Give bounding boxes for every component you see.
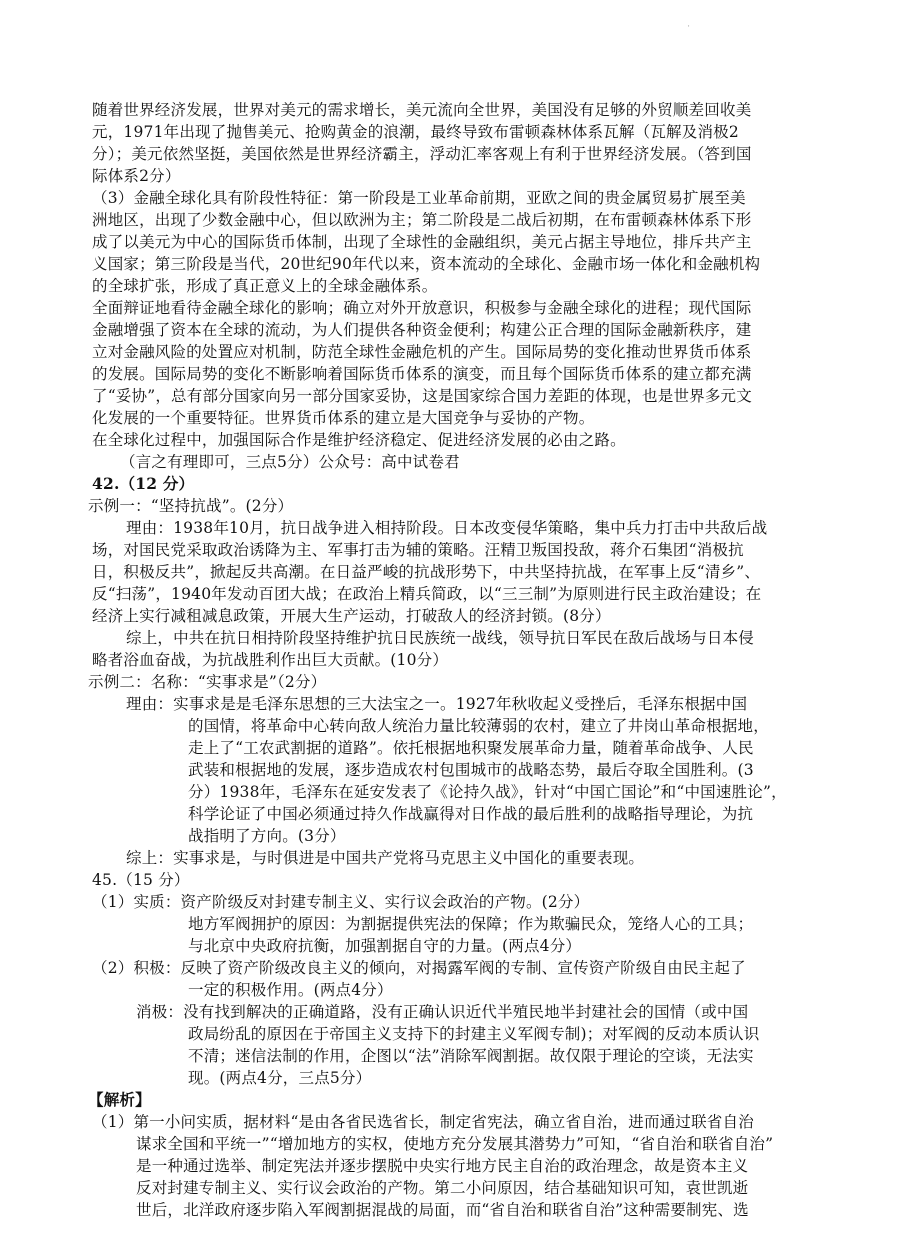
text-line: 洲地区，出现了少数金融中心，但以欧洲为主；第二阶段是二战后初期，在布雷顿森林体系下形 <box>92 211 752 229</box>
text-line: 化发展的一个重要特征。世界货币体系的建立是大国竞争与妥协的产物。 <box>92 409 595 427</box>
text-line: 的发展。国际局势的变化不断影响着国际货币体系的演变，而且每个国际货币体系的建立都充满 <box>92 365 752 383</box>
text-line: 谋求全国和平统一”“增加地方的实权，使地方充分发展其潜势力”可知，“省自治和联省自治” <box>136 1135 774 1153</box>
text-line: 反对封建专制主义、实行议会政治的产物。第二小问原因，结合基础知识可知，袁世凯逝 <box>136 1179 749 1197</box>
text-line: 经济上实行减租减息政策，开展大生产运动，打破敌人的经济封锁。(8分） <box>92 607 611 625</box>
text-line: 综上，中共在抗日相持阶段坚持维护抗日民族统一战线，领导抗日军民在敌后战场与日本侵 <box>126 629 755 647</box>
text-line: 消极：没有找到解决的正确道路，没有正确认识近代半殖民地半封建社会的国情（或中国 <box>136 1003 749 1021</box>
text-line: 走上了“工农武割据的道路”。依托根据地积聚发展革命力量，随着革命战争、人民 <box>188 739 754 757</box>
text-line: 了“妥协”，总有部分国家向另一部分国家妥协，这是国家综合国力差距的体现，也是世界多元文 <box>92 387 752 405</box>
text-line: 立对金融风险的处置应对机制，防范全球性金融危机的产生。国际局势的变化推动世界货币体系 <box>92 343 752 361</box>
text-line: 成了以美元为中心的国际货币体制，出现了全球性的金融组织，美元占据主导地位，排斥共产主 <box>92 233 752 251</box>
text-line: 的国情，将革命中心转向敌人统治力量比较薄弱的农村，建立了井岗山革命根据地， <box>188 717 769 735</box>
text-line: 一定的积极作用。(两点4分） <box>188 981 393 999</box>
text-line: 不清；迷信法制的作用，企图以“法”消除军阀割据。故仅限于理论的空谈，无法实 <box>188 1047 754 1065</box>
text-line: （2）积极：反映了资产阶级改良主义的倾向，对揭露军阀的专制、宣传资产阶级自由民主起了 <box>92 959 746 977</box>
text-line: 略者浴血奋战，为抗战胜利作出巨大贡献。(10分） <box>92 651 449 669</box>
text-line: 世后，北洋政府逐步陷入军阀割据混战的局面，而“省自治和联省自治”这种需要制宪、选 <box>136 1201 749 1219</box>
text-line: 全面辩证地看待金融全球化的影响；确立对外开放意识，积极参与金融全球化的进程；现代国际 <box>92 299 752 317</box>
question-heading-45: 45.（15 分） <box>92 871 190 889</box>
text-line: 的全球扩张，形成了真正意义上的全球金融体系。 <box>92 277 438 295</box>
text-line: 与北京中央政府抗衡，加强割据自守的力量。(两点4分） <box>188 937 582 955</box>
question-heading-42: 42.（12 分） <box>92 474 195 493</box>
text-line: 是一种通过选举、制定宪法并逐步摆脱中央实行地方民主自治的政治理念，故是资本主义 <box>136 1157 749 1175</box>
text-line: 综上：实事求是，与时俱进是中国共产党将马克思主义中国化的重要表现。 <box>126 849 645 867</box>
text-line: 分）1938年，毛泽东在延安发表了《论持久战》，针对“中国亡国论”和“中国速胜论”， <box>188 783 787 801</box>
text-line: 分）；美元依然坚挺，美国依然是世界经济霸主，浮动汇率客观上有利于世界经济发展。（答到国 <box>92 145 752 163</box>
text-line: 金融增强了资本在全球的流动，为人们提供各种资金便利；构建公正合理的国际金融新秩序，建 <box>92 321 752 339</box>
text-line: 示例一：“坚持抗战”。(2分） <box>88 497 294 515</box>
text-line: 在全球化过程中，加强国际合作是维护经济稳定、促进经济发展的必由之路。 <box>92 431 626 449</box>
text-line: 武装和根据地的发展，逐步造成农村包围城市的战略态势，最后夺取全国胜利。(3 <box>188 761 754 779</box>
text-line: （3）金融全球化具有阶段性特征：第一阶段是工业革命前期，亚欧之间的贵金属贸易扩展至美 <box>92 189 746 207</box>
text-line: 战指明了方向。(3分） <box>188 827 346 845</box>
text-line: 际体系2分） <box>92 167 181 185</box>
analysis-heading: 【解析】 <box>88 1090 151 1109</box>
text-line: （1）实质：资产阶级反对封建专制主义、实行议会政治的产物。(2分） <box>92 893 590 911</box>
text-line: 义国家；第三阶段是当代，20世纪90年代以来，资本流动的全球化、金融市场一体化和金融机构 <box>92 255 761 273</box>
text-line: （言之有理即可，三点5分）公众号：高中试卷君 <box>120 453 460 471</box>
corner-mark: · <box>687 22 690 32</box>
text-line: 元，1971年出现了抛售美元、抢购黄金的浪潮，最终导致布雷顿森林体系瓦解（瓦解及消极2 <box>92 123 739 141</box>
text-line: 地方军阀拥护的原因：为割据提供宪法的保障；作为欺骗民众，笼络人心的工具； <box>188 915 754 933</box>
text-line: 理由：实事求是是毛泽东思想的三大法宝之一。1927年秋收起义受挫后，毛泽东根据中国 <box>126 695 748 713</box>
text-line: 示例二：名称：“实事求是”（2分） <box>88 673 327 691</box>
text-line: 理由：1938年10月，抗日战争进入相持阶段。日本改变侵华策略，集中兵力打击中共敌后战 <box>126 519 768 537</box>
text-line: 科学论证了中国必须通过持久作战赢得对日作战的最后胜利的战略指导理论，为抗 <box>188 805 754 823</box>
text-line: 日，积极反共”，掀起反共高潮。在日益严峻的抗战形势下，中共坚持抗战，在军事上反“清乡”、 <box>92 563 761 581</box>
text-line: 反“扫荡”，1940年发动百团大战；在政治上精兵简政，以“三三制”为原则进行民主政治建设；在 <box>92 585 762 603</box>
text-line: 现。(两点4分，三点5分） <box>188 1069 372 1087</box>
text-line: 场，对国民党采取政治诱降为主、军事打击为辅的策略。汪精卫叛国投敌，蒋介石集团“消极抗 <box>92 541 744 559</box>
text-line: 随着世界经济发展，世界对美元的需求增长，美元流向全世界，美国没有足够的外贸顺差回收美 <box>92 101 752 119</box>
text-line: 政局纷乱的原因在于帝国主义支持下的封建主义军阀专制)；对军阀的反动本质认识 <box>188 1025 760 1043</box>
text-line: （1）第一小问实质，据材料“是由各省民选省长，制定省宪法，确立省自治，进而通过联省自治 <box>92 1113 754 1131</box>
